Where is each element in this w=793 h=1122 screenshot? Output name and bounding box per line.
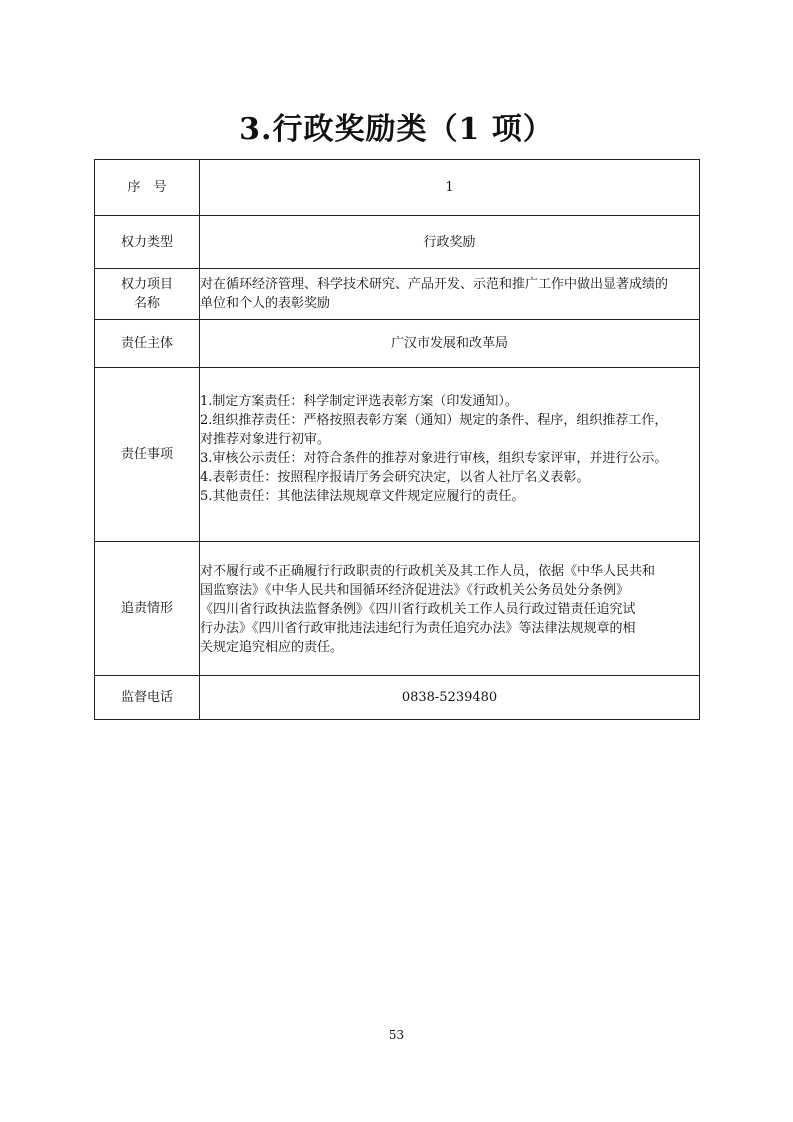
power-name-value-line: 单位和个人的表彰奖励 (200, 296, 331, 311)
power-type-value: 行政奖励 (200, 216, 700, 269)
accountability-line: 《四川省行政执法监督条例》《四川省行政机关工作人员行政过错责任追究试 (200, 602, 636, 617)
accountability-line: 关规定追究相应的责任。 (200, 640, 344, 655)
responsibilities-value (200, 368, 700, 542)
table-row-subject (95, 320, 700, 368)
accountability-line: 对不履行或不正确履行行政职责的行政机关及其工作人员，依据《中华人民共和 (200, 564, 656, 579)
accountability-line: 行办法》《四川省行政审批违法违纪行为责任追究办法》等法律法规规章的相 (200, 621, 636, 636)
power-type-label: 权力类型 (95, 216, 200, 269)
table-row-power-type (95, 216, 700, 269)
table-row-responsibilities (95, 368, 700, 542)
responsibilities-label: 责任事项 (95, 368, 200, 542)
responsibility-line: 1.制定方案责任：科学制定评选表彰方案（印发通知）。 (200, 393, 518, 409)
table-row-serial (95, 160, 700, 216)
power-name-value-line: 对在循环经济管理、科学技术研究、产品开发、示范和推广工作中做出显著成绩的 (200, 277, 669, 292)
power-name-value (200, 269, 700, 320)
responsibility-line: 5.其他责任：其他法律法规规章文件规定应履行的责任。 (200, 488, 525, 504)
phone-value: 0838-5239480 (200, 676, 700, 720)
responsibility-line: 对推荐对象进行初审。 (200, 431, 331, 447)
subject-value: 广汉市发展和改革局 (200, 320, 700, 368)
accountability-line: 国监察法》《中华人民共和国循环经济促进法》《行政机关公务员处分条例》 (200, 583, 630, 598)
table-row-phone (95, 676, 700, 720)
page-number: 53 (388, 1028, 405, 1042)
power-name-label-line: 权力项目 (120, 277, 173, 292)
phone-label: 监督电话 (95, 676, 200, 720)
power-name-label (95, 269, 200, 320)
serial-value: 1 (200, 160, 700, 216)
serial-label: 序 号 (95, 160, 200, 216)
accountability-label: 追责情形 (95, 542, 200, 676)
power-list-table (94, 159, 700, 720)
page-title: 3.行政奖励类（1 项） (239, 112, 554, 147)
responsibility-line: 4.表彰责任：按照程序报请厅务会研究决定，以省人社厅名义表彰。 (200, 469, 590, 485)
accountability-value (200, 542, 700, 676)
table-row-power-name (95, 269, 700, 320)
responsibility-line: 3.审核公示责任：对符合条件的推荐对象进行审核，组织专家评审，并进行公示。 (200, 450, 668, 466)
power-name-label-line: 名称 (133, 296, 160, 311)
subject-label: 责任主体 (95, 320, 200, 368)
responsibility-line: 2.组织推荐责任：严格按照表彰方案（通知）规定的条件、程序，组织推荐工作， (200, 412, 668, 428)
table-row-accountability (95, 542, 700, 676)
